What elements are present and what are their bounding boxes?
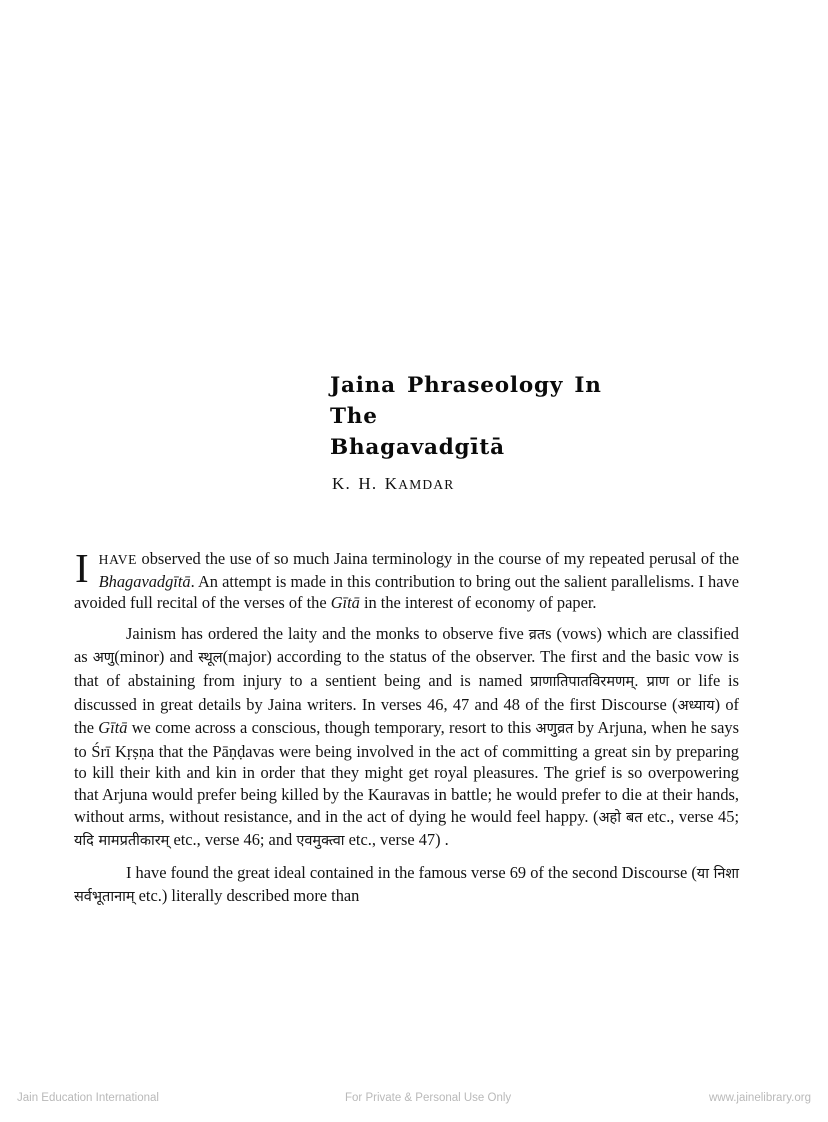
p2-t1: Jainism has ordered the laity and the monks to observe five [126,623,529,643]
footer-website[interactable]: www.jainelibrary.org [708,1092,811,1104]
p1-text-a: observed the use of so much Jaina terminology in the course of my repeated perusal of the [137,549,739,568]
p1-italic-b: Gītā [330,593,360,613]
p1-lead-smallcaps: HAVE [98,552,138,567]
paragraph-2 [74,623,739,853]
p2-devanagari-anu: अणु [92,650,115,667]
p2-devanagari-pranatipata: प्राणातिपातविरमणम्. [530,673,639,690]
p2-t11: etc., verse 46; and [169,830,297,850]
title-block [330,370,660,463]
p2-devanagari-anuvrata: अणुव्रत [535,721,574,738]
author-byline [332,474,455,494]
title-line-1: Jaina Phraseology In The [330,373,602,429]
p2-devanagari-vrata: व्रत [528,626,546,643]
p2-devanagari-ahobata: अहो बत [598,809,643,826]
article-body [74,545,740,909]
paragraph-3 [74,862,739,909]
p2-t9: by Arjuna, when he says to Śrī Kṛṣṇa that the Pāṇḍavas were being involved in the act of committing a great sin by preparing to kill their kith and kin in order that they might get royal pleasures. The grief is so overpowering that Arjuna would prefer being killed by the Kauravas in battle; he would prefer to die at their hands, without arms, without resistance, and in the act of dying he would feel happy. ( [74,718,740,826]
title-line-2: Bhagavadgītā [330,435,505,460]
page-footer [0,1092,828,1112]
p2-t6: or life is discussed in great details by Jaina writers. In verses 46, 47 and 48 of the first Discourse ( [74,670,739,714]
p2-t10: etc., verse 45; [642,806,739,826]
p3-t1: I have found the great ideal contained in the famous verse 69 of the second Discourse ( [126,862,697,882]
page-title [330,370,660,463]
p3-devanagari-yanisha: या निशा सर्वभूतानाम् [74,865,739,906]
p3-t2: etc.) literally described more than [134,886,360,906]
p2-t8: we come across a conscious, though temporary, resort to this [127,718,536,738]
p2-devanagari-prana: प्राण [646,673,670,690]
drop-cap: I [75,545,89,591]
author-surname-rest: AMDAR [398,477,455,492]
p2-t12: etc., verse 47) . [344,830,449,850]
p2-t2: s (vows) which are classified as [74,623,739,667]
paragraph-1 [74,545,739,614]
footer-organization: Jain Education International [17,1092,159,1104]
p2-t3: (minor) and [114,647,199,667]
p2-devanagari-evamuktva: एवमुक्त्वा [296,833,345,850]
p1-text-b: . An attempt is made in this contribution to bring out the salient parallelisms. I have avoided full recital of the verses of the [74,571,739,613]
p1-italic-a: Bhagavadgītā [98,571,191,591]
p2-devanagari-yadimam: यदि मामप्रतीकारम् [74,833,170,850]
footer-usage-notice: For Private & Personal Use Only [345,1092,512,1104]
p2-devanagari-sthula: स्थूल [198,650,223,667]
author-initials: K. H. [332,474,385,493]
p2-t4: (major) according to the status of the observer. The first and the basic vow is that of abstaining from injury to a sentient being and is named [74,647,739,690]
p2-italic-gita: Gītā [98,718,128,738]
p2-t5 [639,671,647,690]
p2-devanagari-adhyaya: अध्याय [677,697,715,714]
author-surname-cap: K [384,474,399,493]
p1-text-c: in the interest of economy of paper. [359,593,597,613]
p2-t7: ) of the [74,694,740,738]
